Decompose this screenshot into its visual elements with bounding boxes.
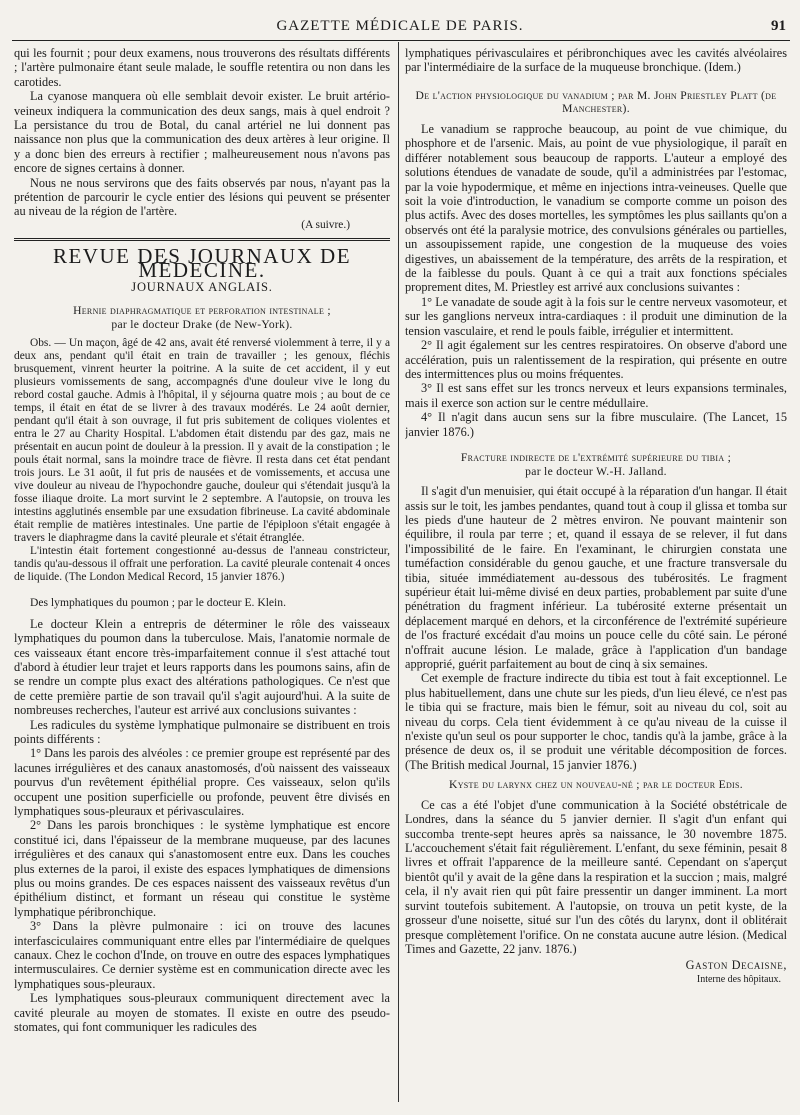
article-title: Des lymphatiques du poumon ; par le docteur E. Klein. — [30, 596, 286, 610]
page-number: 91 — [771, 18, 786, 34]
paragraph: 4° Il n'agit dans aucun sens sur la fibre musculaire. (The Lancet, 15 janvier 1876.) — [405, 410, 787, 439]
right-column — [405, 46, 787, 1110]
column-divider — [398, 42, 399, 1102]
paragraph: lymphatiques périvasculaires et péribronchiques avec les cavités alvéolaires par l'intermédiaire de la surface de la muqueuse bronchique. (Idem.) — [405, 46, 787, 75]
paragraph: Cet exemple de fracture indirecte du tibia est tout à fait exceptionnel. Le plus habituellement, dans une chute sur les pieds, d'un lieu élevé, ce n'est pas le tibia qui se fracture, mais bien le fémur, soit au niveau du col, soit au niveau du corps. Cela tient évidemment à ce qu'au niveau de la cuisse il n'existe qu'un seul os pour supporter le choc, tandis qu'à la jambe, grâce à la présence de deux os, il se produit une véritable décomposition de forces. (The British medical Journal, 15 janvier 1876.) — [405, 671, 787, 772]
header-rule — [12, 40, 790, 41]
section-rule — [14, 238, 390, 241]
paragraph: 3° Il est sans effet sur les troncs nerveux et leurs expansions terminales, mais il exerce son action sur le centre médullaire. — [405, 381, 787, 410]
paragraph: Ce cas a été l'objet d'une communication à la Société obstétricale de Londres, dans la séance du 5 janvier dernier. Il s'agit d'un enfant qui succomba trente-sept heures après sa naissance, le 30 novembre 1875. L'accouchement s'était fait régulièrement. L'enfant, du sexe féminin, pesait 8 livres et offrait l'apparence de la meilleure santé. Cependant on s'aperçut bientôt qu'il y avait de la gêne dans la respiration et la succion ; mais, malgré cela, il n'y avait rien qui pût faire pressentir un danger imminent. La mort survint toutefois subitement. A l'autopsie, on trouva un petit kyste, de la grosseur d'une noisette, situé sur l'un des côtés du larynx, dont il oblitérait presque complètement l'orifice. On ne constata aucune autre lésion. (Medical Times and Gazette, 22 janv. 1876.) — [405, 797, 787, 956]
paragraph: 2° Il agit également sur les centres respiratoires. On observe d'abord une accélération, puis un ralentissement de la respiration, qui présente en outre des intermittences plus ou moins fréquentes. — [405, 338, 787, 381]
paragraph: 3° Dans la plèvre pulmonaire : ici on trouve des lacunes interfasciculaires communiquant entre elles par l'intermédiaire de quelques canaux. Chez le cochon d'Inde, on trouve en outre des espaces lymphatiques intermusculaires. Ce dernier système est en communication directe avec les lymphatiques sous-pleuraux. — [14, 919, 390, 991]
signature-subtitle: Interne des hôpitaux. — [696, 973, 781, 985]
paragraph: Les lymphatiques sous-pleuraux communiquent directement avec la cavité pleurale au moyen de stomates. Il existe en outre des pseudo-stomates, qui font communiquer les radicules des — [14, 991, 390, 1035]
article-title: De l'action physiologique du vanadium ; par M. John Priestley Platt (de Manchester). — [415, 88, 777, 116]
paragraph: Il s'agit d'un menuisier, qui était occupé à la réparation d'un hangar. Il était assis sur le toit, les jambes pendantes, quand tout à coup il glissa et tomba sur les pieds d'une hauteur de 2 mètres environ. Ne pouvant maintenir son équilibre, il roula par terre ; et, quand il essaya de se relever, il fut dans l'impossibilité de le faire. En l'examinant, le chirurgien constata une tuméfaction considérable du genou gauche, et une fracture transversale du tibia, située immédiatement au-dessous des tubérosités. Le fragment supérieur était lui-même divisé en deux parties, probablement par suite d'une pénétration du fragment inférieur. La tubérosité externe présentait un déplacement marqué en dehors, et la circonférence de l'extrémité supérieure de l'os fracturé excédait d'au moins un pouce celle du côté sain. Le péroné n'offrait aucune lésion. Le malade, grâce à l'application d'un bandage approprié, guérit parfaitement au bout de cinq à six semaines. — [405, 484, 787, 671]
page-header — [0, 0, 800, 40]
paragraph: Nous ne nous servirons que des faits observés par nous, n'ayant pas la prétention de parcourir le cycle entier des lésions qui peuvent se présenter au niveau de la région de l'artère. — [14, 175, 390, 219]
article-title-line: Hernie diaphragmatique et perforation intestinale ; — [73, 304, 331, 318]
continuation-note: (A suivre.) — [301, 218, 350, 231]
article-title — [405, 451, 787, 478]
article-title — [14, 304, 390, 331]
paragraph: qui les fournit ; pour deux examens, nous trouverons des résultats différents ; l'artère pulmonaire étant seule malade, le souffle retentira ou non dans les carotides. — [14, 46, 390, 89]
paragraph: Le vanadium se rapproche beaucoup, au point de vue chimique, du phosphore et de l'arsenic. Mais, au point de vue physiologique, il paraît en différer notablement sous beaucoup de rapports. L'auteur a employé des solutions étendues de vanadate de soude, qu'il a administrées par l'estomac, par la voie hypodermique, et même en injections intra-veineuses. Quelle que soit la voie d'introduction, le vanadium se comporte comme un poison des plus actifs. Avec des doses mortelles, les symptômes les plus saillants qu'on a observés ont été la paralysie motrice, des convulsions générales ou partielles, un assoupissement rapide, une congestion de la muqueuse des voies digestives, un abaissement de la température, des arrêts de la respiration, et de la faiblesse du pouls. Quant à ce qui a trait aux fonctions spéciales proprement dites, M. Priestley est arrivé aux conclusions suivantes : — [405, 122, 787, 295]
revue-title: REVUE DES JOURNAUX DE MÉDECINE. — [52, 243, 352, 283]
article-title-line: Fracture indirecte de l'extrémité supérieure du tibia ; — [460, 450, 732, 464]
paragraph: La cyanose manquera où elle semblait devoir exister. Le bruit artério-veineux indiquera la communication des deux sangs, mais à quel endroit ? La persistance du trou de Botal, du canal artériel ne lui donnent pas naissance non plus que la communication des deux artères à leur origine. Il y a donc bien des erreurs à rectifier ; malheureusement nous n'avons pas encore de signes certains à donner. — [14, 89, 390, 176]
observation-text: L'intestin était fortement congestionné au-dessus de l'anneau constricteur, tandis qu'au-dessous il offrait une perforation. La cavité pleurale contenait 4 onces de liquide. (The London Medical Record, 15 janvier 1876.) — [14, 545, 390, 584]
observation-text: Obs. — Un maçon, âgé de 42 ans, avait été renversé violemment à terre, il y a deux ans, pendant qu'il était en train de travailler ; les genoux, fléchis brusquement, vinrent heurter la poitrine. A la suite de cet accident, il y eut plusieurs vomissements de sang, accompagnés d'une douleur vive le long du rebord costal gauche. Admis à l'hôpital, il y séjourna quatre mois ; au bout de ce temps, il était en état de se livrer à des travaux modérés. Le 24 août dernier, pendant qu'il était à son ouvrage, il fut pris subitement de coliques violentes et entra le 27 au Charity Hospital. L'abdomen était distendu par des gaz, mais ne présentait en aucun point de douleur à la pression. Il y avait de la constipation ; le pouls était normal, sans la moindre trace de fièvre. Il resta dans cet état pendant trois jours. Le 31 août, il fut pris de nausées et de vomissements, et accusa une vive douleur au niveau de l'hypochondre gauche, douleur qui s'étendait jusqu'à la fosse iliaque droite. La mort survint le 2 septembre. A l'autopsie, on trouva les intestins agglutinés ensemble par une exsudation fibrineuse. La cavité abdominale était remplie de matières intestinales. Une partie de l'épiploon s'était engagée à travers le diaphragme dans la cavité pleurale et s'était étranglée. — [14, 337, 390, 545]
revue-subtitle: JOURNAUX ANGLAIS. — [131, 279, 273, 294]
paragraph: 2° Dans les parois bronchiques : le système lymphatique est encore constitué ici, dans l'épaisseur de la membrane muqueuse, par des lacunes irrégulières et des canaux qui s'anastomosent entre eux. Dans les couches plus externes de la paroi, il existe des espaces lymphatiques de dimensions plus ou moins grandes. De ces espaces naissent des vaisseaux revêtus d'un épithélium distinct, et formant un réseau qui constitue le système lymphatique péribronchique. — [14, 818, 390, 919]
left-column — [14, 46, 390, 1110]
paragraph: Les radicules du système lymphatique pulmonaire se distribuent en trois points différents : — [14, 717, 390, 746]
article-author: par le docteur W.-H. Jalland. — [525, 464, 667, 478]
journal-title: GAZETTE MÉDICALE DE PARIS. — [276, 18, 524, 34]
article-title: Kyste du larynx chez un nouveau-né ; par le docteur Edis. — [449, 778, 743, 792]
paragraph: 1° Le vanadate de soude agit à la fois sur le centre nerveux vasomoteur, et sur les ganglions nerveux intra-cardiaques : il produit une diminution de la tension vasculaire, et rend le pouls faible, irrégulier et intermittent. — [405, 294, 787, 338]
paragraph: 1° Dans les parois des alvéoles : ce premier groupe est représenté par des lacunes irrégulières et des canaux anastomosés, d'où naissent des vaisseaux pourvus d'un revêtement épithélial propre. Ces vaisseaux, selon qu'ils occupent une position superficielle ou profonde, peuvent être divisés en lymphatiques sous-pleuraux et périvasculaires. — [14, 746, 390, 818]
paragraph: Le docteur Klein a entrepris de déterminer le rôle des vaisseaux lymphatiques du poumon dans la tuberculose. Mais, l'anatomie normale de ces vaisseaux étant encore très-imparfaitement connue il s'est attaché tout d'abord à étudier leur trajet et leurs rapports dans les poumons sains, afin de se rendre un compte plus exact des altérations pathologiques. Ce n'est que de cette première partie de son travail qu'il s'agit aujourd'hui. A la suite de nombreuses recherches, l'auteur est arrivé aux conclusions suivantes : — [14, 616, 390, 718]
signature: Gaston Decaisne, — [685, 958, 787, 973]
article-author: par le docteur Drake (de New-York). — [111, 317, 293, 331]
